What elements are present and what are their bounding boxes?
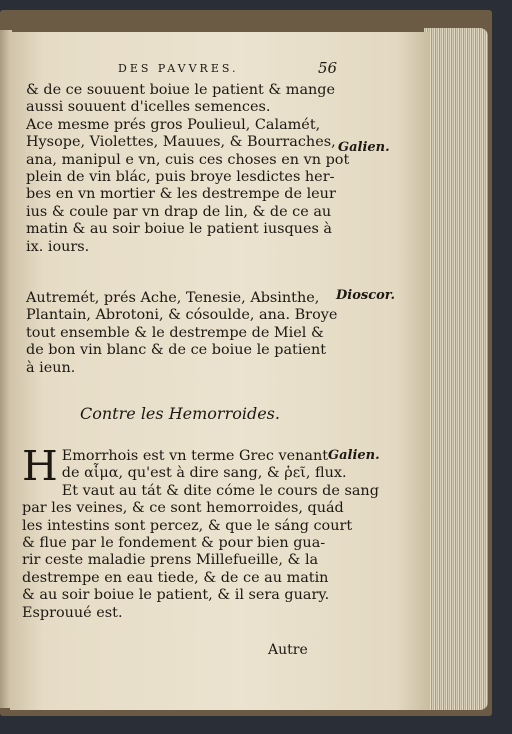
page-edges <box>424 28 488 710</box>
text-line: plein de vin blác, puis broye lesdictes her- <box>26 168 335 185</box>
catchword: Autre <box>268 642 308 658</box>
paragraph-2 <box>26 290 346 377</box>
text-line: & de ce souuent boiue le patient & mange <box>26 82 336 98</box>
page-header <box>110 59 350 78</box>
text-line: & au soir boiue le patient, & il sera guary. <box>22 587 330 604</box>
text-line: Et vaut au tát & dite cóme le cours de sang <box>61 482 379 499</box>
text-line: de bon vin blanc & de ce boiue le patient <box>26 342 327 359</box>
margin-note: Galien. <box>328 448 380 463</box>
text-line: destrempe en eau tiede, & de ce au matin <box>22 569 329 586</box>
text-line: Plantain, Abrotoni, & cósoulde, ana. Broye <box>26 307 338 324</box>
text-line: ix. iours. <box>26 238 90 255</box>
drop-cap: H <box>22 442 58 490</box>
text-line: tout ensemble & le destrempe de Miel & <box>26 324 324 341</box>
section-heading: Contre les Hemorroides. <box>80 404 280 423</box>
text-line: ius & coule par vn drap de lin, & de ce au <box>26 203 332 220</box>
text-line: Autremét, prés Ache, Tenesie, Absinthe, <box>26 290 320 306</box>
paragraph-1 <box>26 82 350 256</box>
book <box>0 10 492 716</box>
text-line: bes en vn mortier & les destrempe de leur <box>26 186 336 203</box>
text-line: Esprouué est. <box>22 604 123 621</box>
page-number: 56 <box>318 59 338 77</box>
running-head: DES PAVVRES. <box>118 62 239 75</box>
margin-note: Dioscor. <box>336 288 395 303</box>
text-line: Emorrhois est vn terme Grec venant <box>61 448 329 464</box>
text-line: les intestins sont percez, & que le sáng court <box>22 517 353 534</box>
text-line: aussi souuent d'icelles semences. <box>26 99 271 116</box>
text-line: à ieun. <box>26 359 76 376</box>
text-line: de αἷμα, qu'est à dire sang, & ῥεῖ, flux. <box>61 465 347 482</box>
book-page <box>10 32 430 710</box>
text-line: & flue par le fondement & pour bien gua- <box>22 534 326 551</box>
text-line: par les veines, & ce sont hemorroides, quád <box>22 500 344 517</box>
text-line: ana, manipul e vn, cuis ces choses en vn pot <box>26 151 350 168</box>
text-line: matin & au soir boiue le patient iusques à <box>26 221 333 238</box>
text-line: Hysope, Violettes, Mauues, & Bourraches, <box>26 134 336 151</box>
margin-note: Galien. <box>338 140 390 155</box>
text-line: rir ceste maladie prens Millefueille, & la <box>22 552 319 569</box>
text-line: Ace mesme prés gros Poulieul, Calamét, <box>26 116 321 133</box>
